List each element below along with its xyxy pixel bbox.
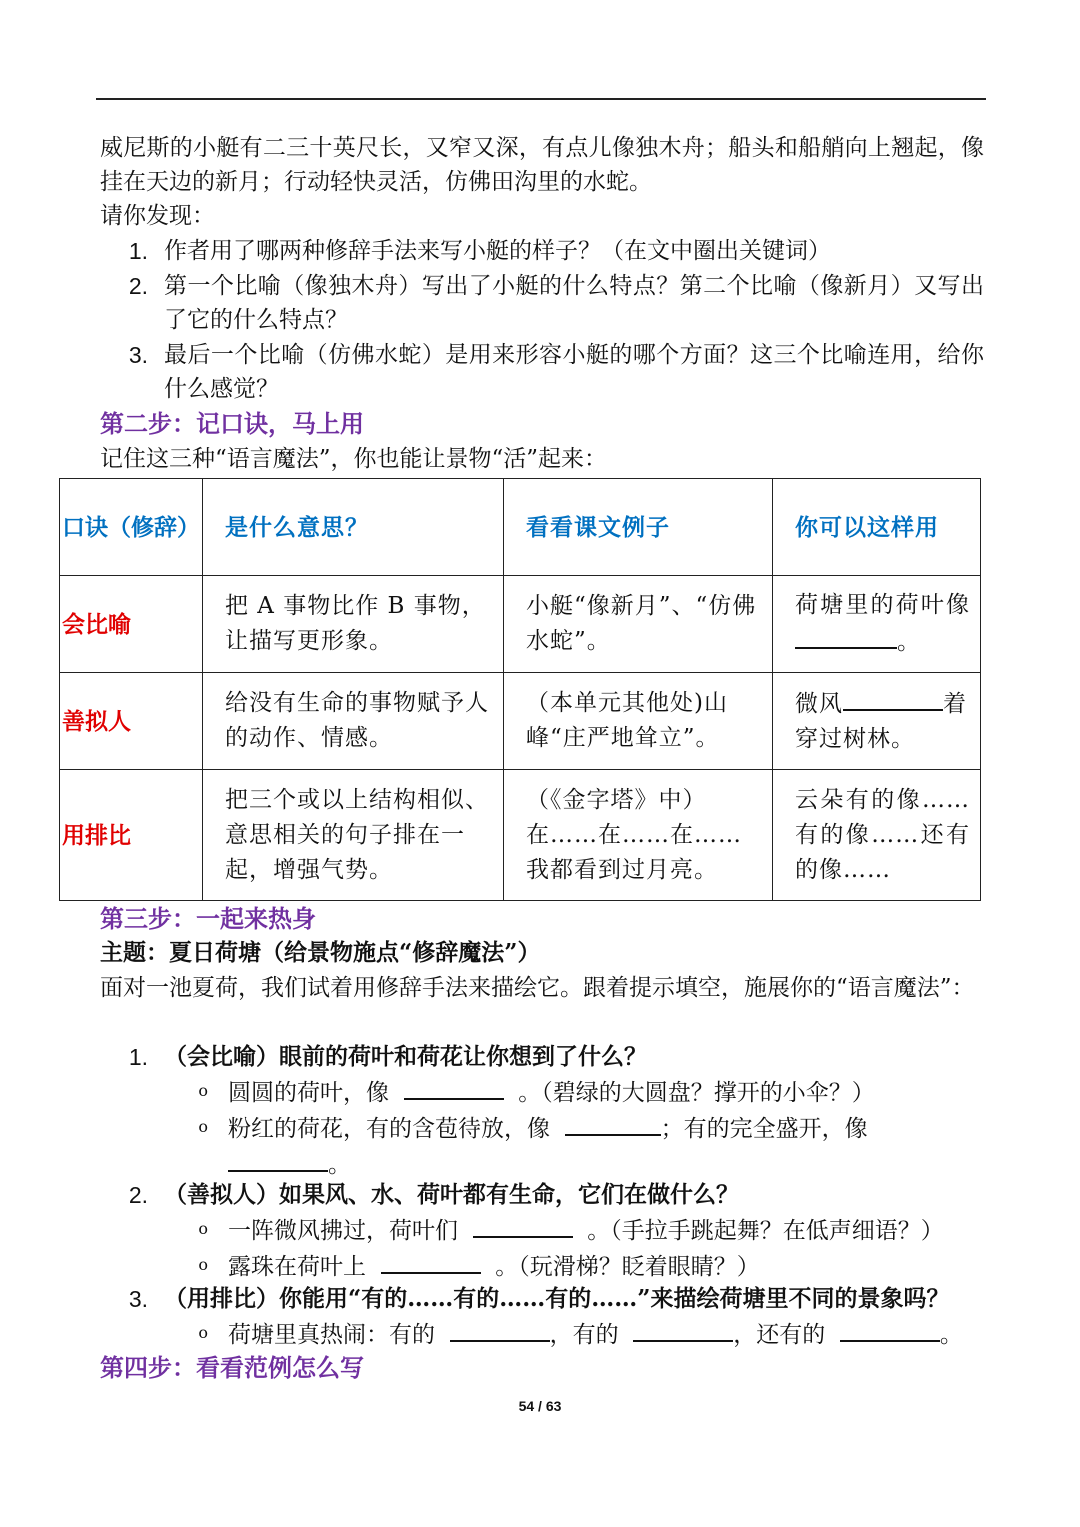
page-number: 54 / 63 bbox=[518, 1398, 562, 1414]
table-header: 口诀（修辞） bbox=[60, 479, 203, 576]
step3-title: 第三步：一起来热身 bbox=[100, 904, 316, 933]
header-rule bbox=[96, 98, 986, 100]
table-header: 是什么意思？ bbox=[203, 479, 504, 576]
list-item: o 露珠在荷叶上 。（玩滑梯？眨着眼睛？） bbox=[100, 1248, 984, 1284]
fill-blank[interactable] bbox=[228, 1146, 328, 1172]
task-title-row: 3. （用排比）你能用“有的……有的……有的……”来描绘荷塘里不同的景象吗？ bbox=[128, 1285, 950, 1312]
fill-blank[interactable] bbox=[381, 1248, 481, 1274]
rhetoric-name: 会比喻 bbox=[60, 576, 203, 673]
bullet-icon: o bbox=[198, 1117, 208, 1136]
step2-title: 第二步：记口诀，马上用 bbox=[100, 409, 364, 438]
task-3 bbox=[100, 1282, 984, 1352]
bullet-icon: o bbox=[198, 1081, 208, 1100]
example-cell: （《金字塔》中）在……在……在……我都看到过月亮。 bbox=[504, 770, 773, 901]
step3-intro: 面对一池夏荷，我们试着用修辞手法来描绘它。跟着提示填空，施展你的“语言魔法”： bbox=[100, 975, 975, 1001]
step4-title: 第四步：看看范例怎么写 bbox=[100, 1353, 364, 1382]
question-list bbox=[100, 234, 984, 406]
task-items bbox=[100, 1212, 984, 1284]
table-header-row bbox=[60, 479, 981, 576]
fill-blank[interactable] bbox=[795, 623, 897, 649]
usage-cell: 云朵有的像……有的像……还有的像…… bbox=[773, 770, 981, 901]
meaning-cell: 把 A 事物比作 B 事物，让描写更形象。 bbox=[203, 576, 504, 673]
rhetoric-name: 善拟人 bbox=[60, 673, 203, 770]
table-header: 你可以这样用 bbox=[773, 479, 981, 576]
list-item: 3. 最后一个比喻（仿佛水蛇）是用来形容小艇的哪个方面？这三个比喻连用，给你什么感觉？ bbox=[128, 342, 984, 402]
fill-blank[interactable] bbox=[840, 1316, 940, 1342]
example-cell: （本单元其他处)山峰“庄严地耸立”。 bbox=[504, 673, 773, 770]
list-item: o 荷塘里真热闹：有的 ，有的 ，还有的 。 bbox=[100, 1316, 984, 1352]
bullet-icon: o bbox=[198, 1219, 208, 1238]
rhetoric-table bbox=[59, 478, 981, 901]
fill-blank[interactable] bbox=[633, 1316, 733, 1342]
task-items bbox=[100, 1316, 984, 1352]
fill-blank[interactable] bbox=[473, 1212, 573, 1238]
step2-intro: 记住这三种“语言魔法”，你也能让景物“活”起来： bbox=[100, 446, 608, 472]
fill-blank[interactable] bbox=[450, 1316, 550, 1342]
task-1 bbox=[100, 1040, 984, 1182]
list-item: 2. 第一个比喻（像独木舟）写出了小艇的什么特点？第二个比喻（像新月）又写出了它的什么特点？ bbox=[128, 273, 984, 333]
usage-cell: 微风 着穿过树林。 bbox=[773, 673, 981, 770]
task-title-row: 1. （会比喻）眼前的荷叶和荷花让你想到了什么？ bbox=[128, 1043, 647, 1070]
fill-blank[interactable] bbox=[404, 1074, 504, 1100]
table-row bbox=[60, 673, 981, 770]
passage: 威尼斯的小艇有二三十英尺长，又窄又深，有点儿像独木舟；船头和船艄向上翘起，像挂在天边的新月；行动轻快灵活，仿佛田沟里的水蛇。 bbox=[100, 135, 984, 195]
table-row bbox=[60, 576, 981, 673]
usage-cell: 荷塘里的荷叶像。 bbox=[773, 576, 981, 673]
example-cell: 小艇“像新月”、“仿佛水蛇”。 bbox=[504, 576, 773, 673]
list-item: 1. 作者用了哪两种修辞手法来写小艇的样子？（在文中圈出关键词） bbox=[128, 238, 831, 264]
fill-blank[interactable] bbox=[565, 1110, 661, 1136]
bullet-icon: o bbox=[198, 1255, 208, 1274]
meaning-cell: 把三个或以上结构相似、意思相关的句子排在一起，增强气势。 bbox=[203, 770, 504, 901]
list-item: o 一阵微风拂过，荷叶们 。（手拉手跳起舞？在低声细语？） bbox=[100, 1212, 984, 1248]
rhetoric-name: 用排比 bbox=[60, 770, 203, 901]
bullet-icon: o bbox=[198, 1323, 208, 1342]
task-title-row: 2. （善拟人）如果风、水、荷叶都有生命，它们在做什么？ bbox=[128, 1181, 739, 1208]
discover-label: 请你发现： bbox=[100, 203, 215, 229]
task-items bbox=[100, 1074, 984, 1182]
list-item: o 粉红的荷花，有的含苞待放，像 ；有的完全盛开，像 。 bbox=[100, 1110, 984, 1182]
table-header: 看看课文例子 bbox=[504, 479, 773, 576]
fill-blank[interactable] bbox=[843, 685, 943, 711]
meaning-cell: 给没有生命的事物赋予人的动作、情感。 bbox=[203, 673, 504, 770]
step3-theme: 主题：夏日荷塘（给景物施点“修辞魔法”） bbox=[100, 939, 541, 966]
list-item: o 圆圆的荷叶，像 。（碧绿的大圆盘？撑开的小伞？） bbox=[100, 1074, 984, 1110]
task-2 bbox=[100, 1178, 984, 1284]
table-row bbox=[60, 770, 981, 901]
